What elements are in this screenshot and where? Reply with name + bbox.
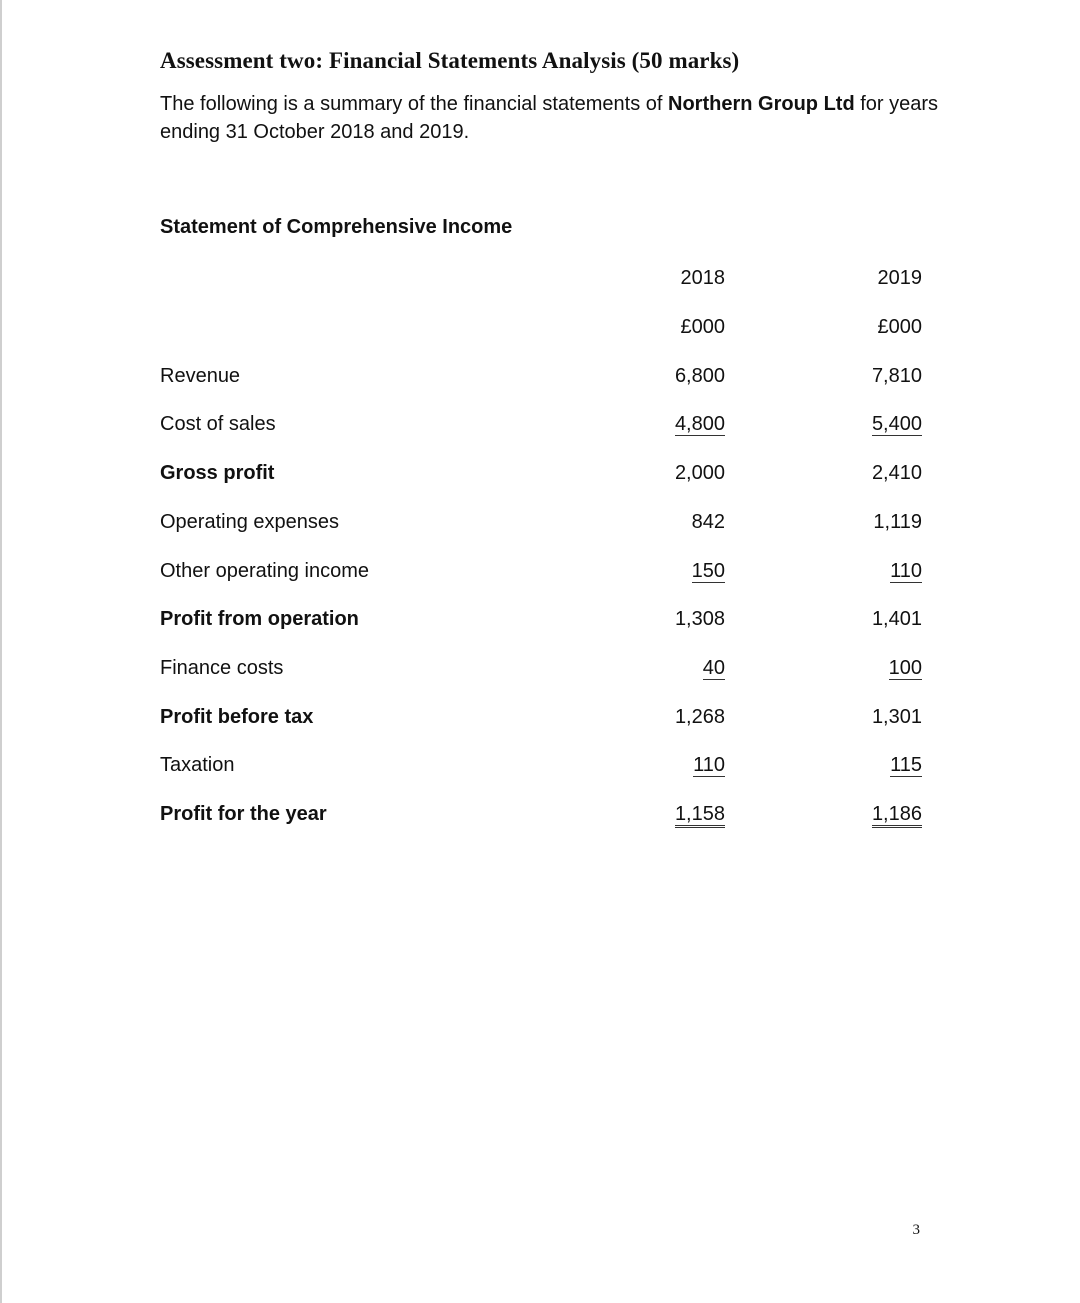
table-row-taxation bbox=[160, 751, 922, 779]
table-row-profit-for-the-year bbox=[160, 800, 922, 828]
table-row-other-operating-income bbox=[160, 557, 922, 585]
row-label: Profit for the year bbox=[160, 803, 327, 825]
value-2018: 1,308 bbox=[674, 608, 725, 630]
value-2018: 150 bbox=[691, 560, 725, 582]
row-label: Revenue bbox=[160, 365, 241, 387]
company-name: Northern Group Ltd bbox=[668, 93, 855, 115]
value-2018: 110 bbox=[693, 754, 725, 776]
row-label: Profit before tax bbox=[160, 706, 314, 728]
statement-title: Statement of Comprehensive Income bbox=[160, 216, 513, 238]
table-row-cost-of-sales bbox=[160, 410, 922, 438]
row-label: Gross profit bbox=[160, 462, 275, 484]
row-label: Cost of sales bbox=[160, 413, 276, 435]
value-2018: 842 bbox=[691, 511, 725, 533]
intro-paragraph bbox=[160, 90, 940, 146]
row-label: Other operating income bbox=[160, 560, 370, 582]
value-2019: 110 bbox=[890, 560, 922, 582]
value-2019: 115 bbox=[890, 754, 922, 776]
row-label: Operating expenses bbox=[160, 511, 340, 533]
value-2018: 2,000 bbox=[674, 462, 725, 484]
value-2018: 4,800 bbox=[674, 413, 725, 435]
table-row-profit-from-operation bbox=[160, 605, 922, 633]
unit-2019-header: £000 bbox=[877, 316, 922, 338]
value-2019: 100 bbox=[888, 657, 922, 679]
intro-text-start: The following is a summary of the financial statements of bbox=[160, 93, 669, 115]
table-row-gross-profit bbox=[160, 459, 922, 487]
row-label: Profit from operation bbox=[160, 608, 359, 630]
value-2019: 1,119 bbox=[873, 511, 922, 533]
row-label: Finance costs bbox=[160, 657, 284, 679]
unit-header-row bbox=[160, 313, 922, 341]
year-2018-header: 2018 bbox=[680, 267, 725, 289]
value-2018: 1,268 bbox=[674, 706, 725, 728]
assessment-heading: Assessment two: Financial Statements Analysis (50 marks) bbox=[160, 48, 740, 73]
value-2019: 1,401 bbox=[871, 608, 922, 630]
table-row-finance-costs bbox=[160, 654, 922, 682]
unit-2018-header: £000 bbox=[680, 316, 725, 338]
row-label: Taxation bbox=[160, 754, 235, 776]
value-2018: 6,800 bbox=[674, 365, 725, 387]
intro-text-end: for years ending 31 October 2018 and 2019. bbox=[160, 93, 939, 143]
value-2019: 5,400 bbox=[871, 413, 922, 435]
page-edge bbox=[0, 0, 2, 1303]
value-2018: 40 bbox=[702, 657, 725, 679]
value-2019: 1,301 bbox=[871, 706, 922, 728]
page-number: 3 bbox=[912, 1222, 920, 1238]
table-row-revenue bbox=[160, 362, 922, 390]
table-row-profit-before-tax bbox=[160, 703, 922, 731]
value-2019: 7,810 bbox=[871, 365, 922, 387]
value-2018: 1,158 bbox=[585, 800, 725, 828]
table-row-operating-expenses bbox=[160, 508, 922, 536]
value-2019: 1,186 bbox=[782, 800, 922, 828]
year-2019-header: 2019 bbox=[877, 267, 922, 289]
value-2019: 2,410 bbox=[871, 462, 922, 484]
year-header-row bbox=[160, 264, 922, 292]
